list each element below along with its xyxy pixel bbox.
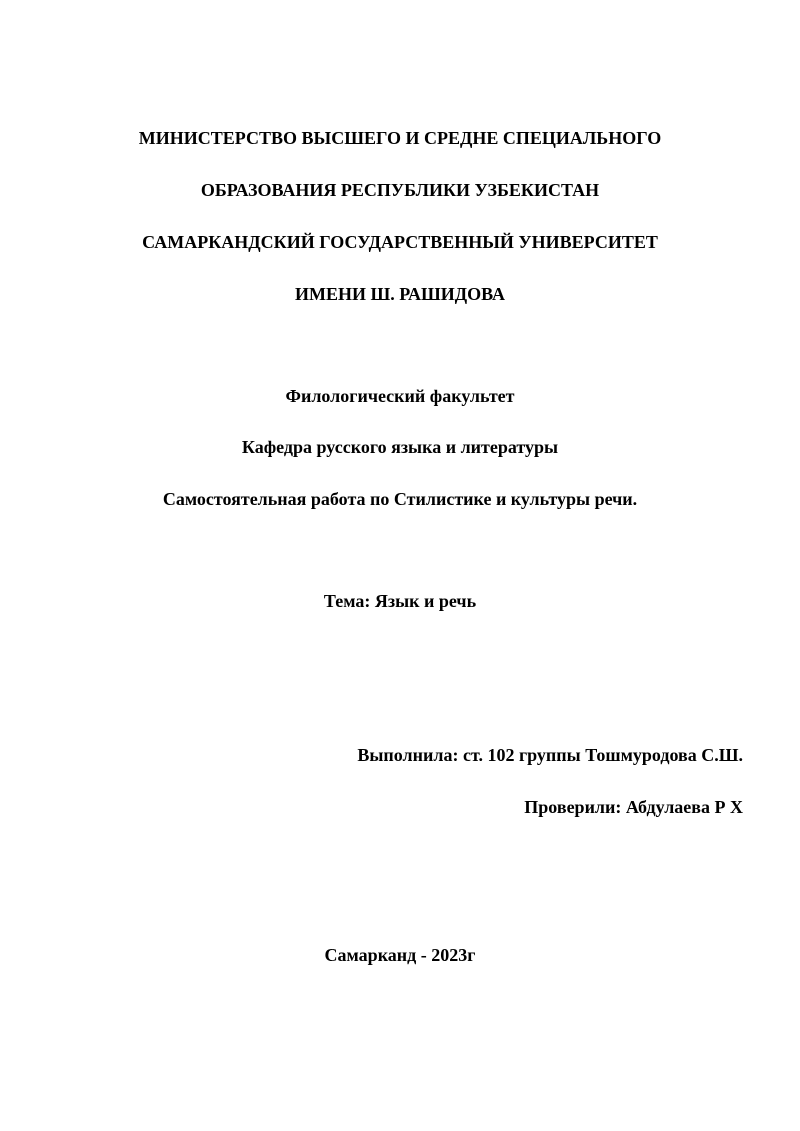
checked-by: Проверили: Абдулаева Р Х (524, 797, 743, 817)
chair-name: Кафедра русского языка и литературы (241, 437, 559, 457)
faculty-name: Филологический факультет (285, 386, 515, 406)
work-title: Самостоятельная работа по Стилистике и культуры речи. (162, 489, 638, 509)
university-line-2: ИМЕНИ Ш. РАШИДОВА (295, 284, 505, 304)
city-year: Самарканд - 2023г (324, 945, 476, 965)
ministry-line-2: ОБРАЗОВАНИЯ РЕСПУБЛИКИ УЗБЕКИСТАН (200, 180, 600, 200)
performed-by: Выполнила: ст. 102 группы Тошмуродова С.Ш. (357, 745, 743, 765)
university-line-1: САМАРКАНДСКИЙ ГОСУДАРСТВЕННЫЙ УНИВЕРСИТЕТ (142, 232, 658, 252)
ministry-line-1: МИНИСТЕРСТВО ВЫСШЕГО И СРЕДНЕ СПЕЦИАЛЬНОГО (138, 128, 662, 148)
topic-title: Тема: Язык и речь (323, 591, 477, 611)
